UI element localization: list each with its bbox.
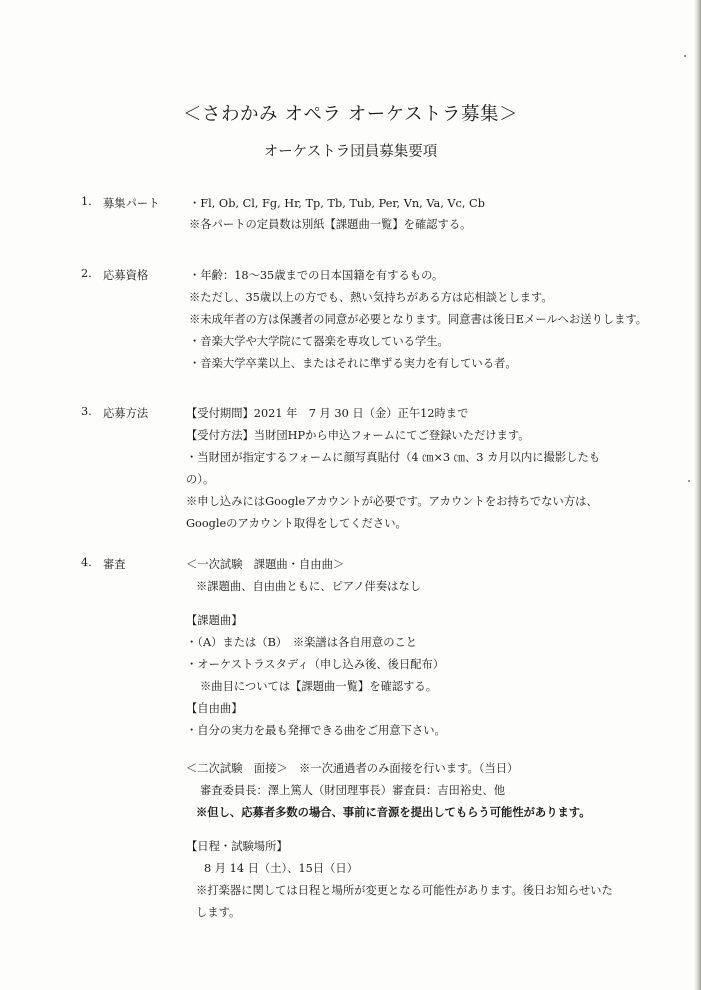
section-line: ・Fl, Ob, Cl, Fg, Hr, Tp, Tb, Tub, Per, Vn, Va, Vc, Cb: [189, 197, 485, 210]
section-line: 【課題曲】: [186, 614, 243, 627]
page-title: ＜さわかみ オペラ オーケストラ募集＞: [182, 104, 519, 125]
section-line: ・音楽大学や大学院にて器楽を専攻している学生。: [189, 335, 449, 348]
section-number: 4.: [81, 556, 92, 569]
section-line: ※課題曲、自由曲ともに、ピアノ伴奏はなし: [196, 580, 422, 593]
scan-speck: [684, 55, 686, 57]
section-line: ※ただし、35歳以上の方でも、熱い気持ちがある方は応相談とします。: [189, 291, 553, 304]
section-heading: 審査: [103, 558, 126, 571]
scan-speck: [688, 480, 690, 482]
section-line: ※未成年者の方は保護者の同意が必要となります。同意書は後日Eメールへお送りします。: [189, 313, 648, 326]
section-line: ・当財団が指定するフォームに顔写真貼付（4 ㎝×3 ㎝、3 カ月以内に撮影したも: [186, 451, 601, 464]
page-subtitle: オーケストラ団員募集要項: [263, 144, 438, 160]
section-line-emphasis: ※但し、応募者多数の場合、事前に音源を提出してもらう可能性があります。: [196, 805, 591, 819]
section-line: 審査委員長：澤上篤人（財団理事長）審査員：吉田裕史、他: [200, 784, 506, 797]
section-heading: 募集パート: [103, 197, 160, 210]
section-heading: 応募資格: [103, 269, 149, 282]
section-line: ・音楽大学卒業以上、またはそれに準ずる実力を有している者。: [189, 357, 517, 370]
section-line: の）。: [186, 473, 215, 486]
section-line: ・（A）または（B） ※楽譜は各自用意のこと: [186, 636, 418, 649]
section-line: ＜二次試験 面接＞ ※一次通過者のみ面接を行います。（当日）: [186, 762, 519, 775]
section-heading: 応募方法: [103, 407, 149, 420]
section-line: Googleのアカウント取得をしてください。: [186, 517, 407, 530]
section-line: ※打楽器に関しては日程と場所が変更となる可能性があります。後日お知らせいた: [196, 884, 613, 897]
section-number: 1.: [81, 195, 92, 208]
section-line: 【受付期間】2021 年 7 月 30 日（金）正午12時まで: [186, 407, 469, 420]
section-line: します。: [196, 906, 241, 919]
section-line: 【自由曲】: [186, 702, 243, 715]
section-line: ・自分の実力を最も発揮できる曲をご用意下さい。: [186, 724, 446, 737]
section-line: ※申し込みにはGoogleアカウントが必要です。アカウントをお持ちでない方は、: [186, 495, 598, 508]
section-line: ※曲目については【課題曲一覧】を確認する。: [200, 680, 438, 693]
section-number: 3.: [81, 405, 92, 418]
section-line: ・オーケストラスタディ（申し込み後、後日配布）: [186, 658, 445, 671]
section-line: 【日程・試験場所】: [186, 840, 288, 853]
section-line: 【受付方法】当財団HPから申込フォームにてご登録いただけます。: [186, 429, 530, 442]
section-line: ・年齢：18〜35歳までの日本国籍を有するもの。: [189, 269, 444, 282]
section-number: 2.: [81, 267, 92, 280]
section-line: 8 月 14 日（土）、15日（日）: [204, 862, 359, 875]
section-line: ＜一次試験 課題曲・自由曲＞: [186, 558, 345, 571]
section-line: ※各パートの定員数は別紙【課題曲一覧】を確認する。: [189, 218, 472, 231]
